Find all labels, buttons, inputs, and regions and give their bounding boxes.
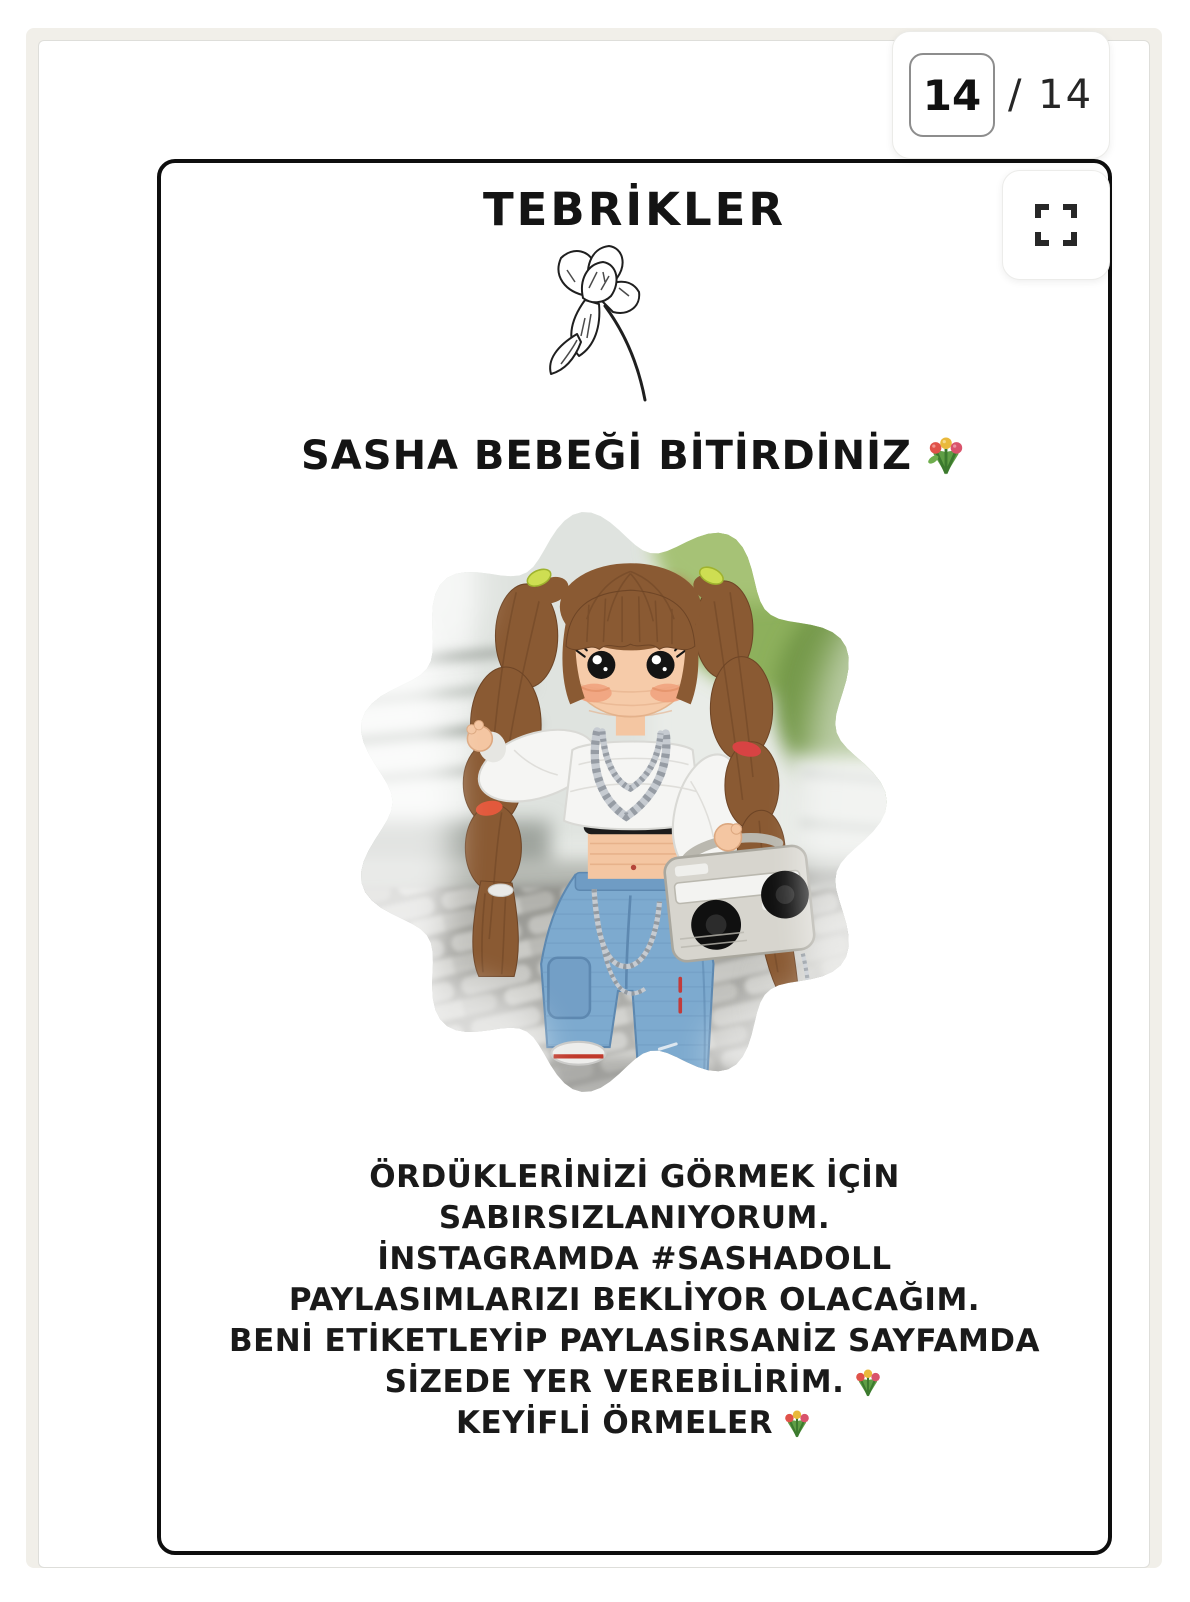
body-text-block (161, 1157, 1108, 1444)
pattern-page-frame (157, 159, 1112, 1555)
page-total-label: / 14 (1007, 72, 1094, 118)
page-subtitle (161, 433, 1108, 479)
body-line: ÖRDÜKLERİNİZİ GÖRMEK İÇİN (369, 1159, 900, 1195)
page-number-input[interactable]: 14 (909, 53, 995, 137)
page-indicator (892, 31, 1110, 159)
bouquet-emoji-icon (852, 1367, 884, 1399)
page-title: TEBRİKLER (482, 183, 787, 236)
body-line: SİZEDE YER VEREBİLİRİM. (161, 1362, 1108, 1403)
bouquet-emoji-icon (924, 434, 968, 478)
pdf-page-card (38, 40, 1150, 1568)
body-line: SABIRSIZLANIYORUM. (438, 1200, 831, 1236)
body-line: KEYİFLİ ÖRMELER (161, 1403, 1108, 1444)
fullscreen-icon (1033, 202, 1079, 248)
body-line: PAYLASIMLARIZI BEKLİYOR OLACAĞIM. (288, 1282, 981, 1318)
body-line: BENİ ETİKETLEYİP PAYLASİRSANİZ SAYFAMDA (228, 1323, 1041, 1359)
doll-photo (348, 509, 890, 1095)
subtitle-text: SASHA BEBEĞİ BİTİRDİNİZ (301, 433, 912, 479)
bouquet-emoji-icon (781, 1408, 813, 1440)
fullscreen-button[interactable] (1002, 170, 1110, 280)
flower-sketch-illustration (517, 237, 667, 409)
body-line: İNSTAGRAMDA #SASHADOLL (377, 1241, 892, 1277)
